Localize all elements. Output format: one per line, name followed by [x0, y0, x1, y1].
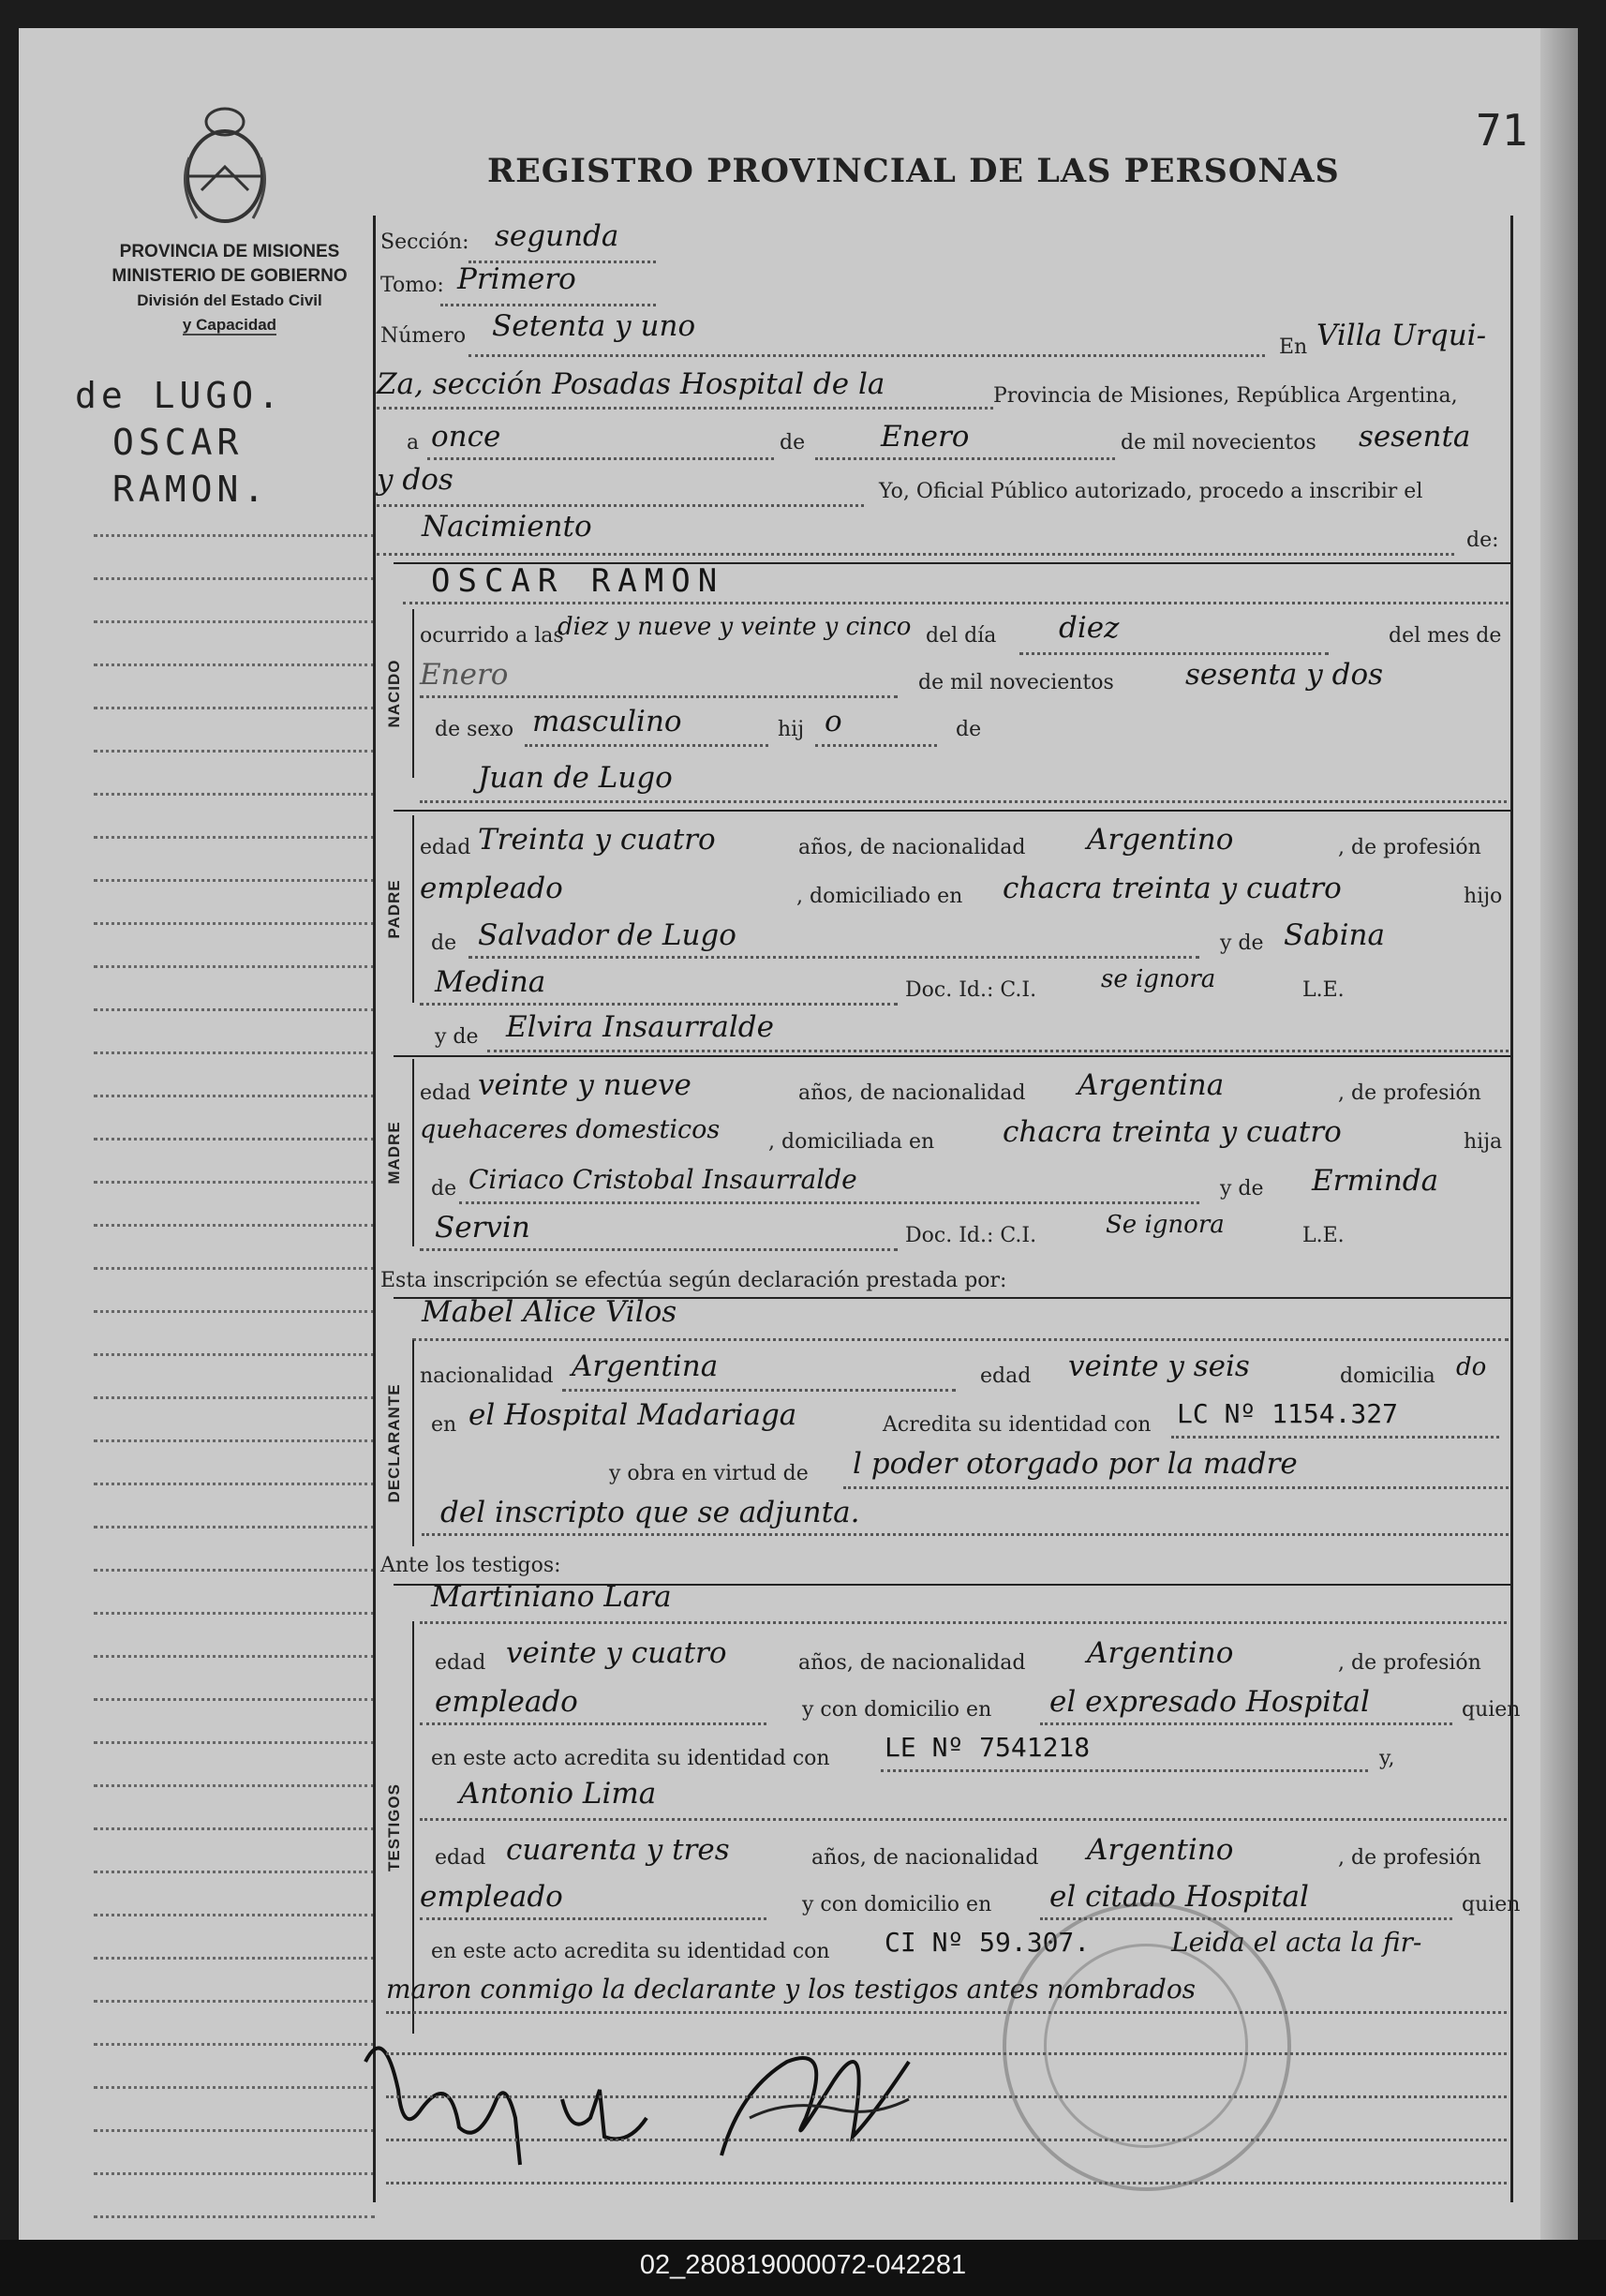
place-line: [377, 407, 993, 410]
t2-prof-line: [420, 1917, 766, 1920]
madre-nac-label: años, de nacionalidad: [798, 1081, 1026, 1105]
t1-edad-label: edad: [435, 1651, 486, 1675]
padre-madre-de: Sabina: [1284, 918, 1385, 952]
madre-dom-label: , domiciliada en: [768, 1130, 935, 1154]
t1-nac-label: años, de nacionalidad: [798, 1651, 1026, 1675]
hijo-de-label: de: [956, 718, 982, 741]
padre-section-label: PADRE: [385, 879, 403, 939]
declarante-dom-suffix: do: [1456, 1353, 1487, 1381]
madre-doc-value: Se ignora: [1106, 1211, 1225, 1239]
margin-rule: [94, 1138, 375, 1141]
declarante-section-label: DECLARANTE: [385, 1383, 403, 1503]
en-value: Villa Urqui-: [1316, 319, 1487, 352]
ministry-header: [75, 240, 384, 337]
padre-edad-label: edad: [420, 836, 471, 859]
de-colon-label: de:: [1466, 529, 1499, 552]
margin-rule: [94, 1051, 375, 1054]
margin-rule: [94, 1483, 375, 1485]
declarante-intro: Esta inscripción se efectúa según declaración prestada por:: [380, 1269, 1007, 1292]
a-label: a: [407, 431, 420, 455]
mes-nac-line: [420, 695, 898, 698]
margin-rule: [94, 1224, 375, 1227]
madre-nac-value: Argentina: [1078, 1068, 1225, 1102]
declarante-en-value: el Hospital Madariaga: [468, 1398, 797, 1432]
signature-rule: [386, 2052, 1507, 2055]
madre-hija-label: hija: [1464, 1130, 1503, 1154]
dia-nac-line: [1019, 652, 1329, 655]
official-stamp: [1003, 1902, 1291, 2191]
margin-rule: [94, 2215, 375, 2218]
margin-rule: [94, 750, 375, 753]
seccion-label: Sección:: [380, 231, 469, 254]
margin-rule: [94, 1914, 375, 1916]
anio-value: sesenta: [1359, 420, 1471, 454]
declarante-edad-value: veinte y seis: [1068, 1349, 1250, 1383]
madre-padre-line: [459, 1201, 1199, 1204]
t1-dom-value: el expresado Hospital: [1049, 1685, 1370, 1719]
hijo-value: o: [825, 705, 842, 738]
margin-rule: [94, 577, 375, 580]
nacido-name-line: [403, 602, 1509, 604]
hora-value: diez y nueve y veinte y cinco: [558, 613, 912, 641]
madre-madre-de-2: Servin: [435, 1211, 530, 1245]
ministry-line-3: División del Estado Civil: [137, 291, 322, 309]
padre-prof-value: empleado: [420, 872, 563, 905]
t2-nac-value: Argentino: [1087, 1833, 1234, 1867]
margin-rule: [94, 663, 375, 666]
nacido-name: OSCAR RAMON: [431, 562, 725, 600]
madre-section-label: MADRE: [385, 1121, 403, 1185]
padre-name: Juan de Lugo: [478, 761, 673, 795]
margin-rule: [94, 1655, 375, 1658]
margin-note-line-2: OSCAR: [112, 422, 244, 463]
margin-rule: [94, 2000, 375, 2003]
padre-y-de-label: y de: [1220, 932, 1264, 955]
acto-value: Nacimiento: [422, 510, 592, 544]
oficial-text: Yo, Oficial Público autorizado, procedo a inscribir el: [879, 480, 1423, 503]
padre-nac-value: Argentino: [1087, 823, 1234, 857]
testigos-section-label: TESTIGOS: [385, 1783, 403, 1871]
en-label: En: [1279, 335, 1308, 359]
t1-doc-line: [881, 1769, 1368, 1772]
madre-edad-label: edad: [420, 1081, 471, 1105]
signature-rule: [386, 2095, 1507, 2098]
madre-name: Elvira Insaurralde: [506, 1010, 774, 1044]
padre-dom-label: , domiciliado en: [796, 885, 963, 908]
margin-rule: [94, 879, 375, 882]
madre-de-label: de: [431, 1177, 457, 1200]
anio-label: de mil novecientos: [1121, 431, 1316, 455]
sexo-value: masculino: [532, 705, 682, 738]
page-title: REGISTRO PROVINCIAL DE LAS PERSONAS: [487, 152, 1340, 190]
tomo-label: Tomo:: [380, 274, 444, 297]
declarante-acredita-label: Acredita su identidad con: [883, 1413, 1152, 1437]
dia-nac-value: diez: [1059, 611, 1120, 645]
declarante-obra-value: l poder otorgado por la madre: [853, 1447, 1298, 1481]
declarante-nac-label: nacionalidad: [420, 1364, 554, 1388]
t1-dom-label: y con domicilio en: [802, 1698, 992, 1722]
t1-edad-value: veinte y cuatro: [506, 1636, 727, 1670]
margin-rule: [94, 1439, 375, 1442]
madre-madre-de: Erminda: [1312, 1164, 1439, 1198]
madre-name-line: [487, 1050, 1509, 1052]
anio-nac-label: de mil novecientos: [918, 671, 1114, 694]
margin-rule: [94, 1612, 375, 1615]
t1-nac-value: Argentino: [1087, 1636, 1234, 1670]
page-edge-shadow: [1540, 28, 1578, 2240]
declarante-name: Mabel Alice Vilos: [422, 1295, 677, 1329]
margin-rule: [94, 1095, 375, 1097]
t1-dom-line: [1040, 1722, 1452, 1725]
testigos-side-rule: [412, 1621, 414, 2034]
madre-dom-value: chacra treinta y cuatro: [1003, 1115, 1342, 1149]
padre-madre-line: [420, 1003, 898, 1006]
t2-name-line: [420, 1818, 1507, 1821]
anio-value-2: y dos: [377, 463, 454, 497]
margin-rule: [94, 2172, 375, 2175]
del-dia-label: del día: [926, 624, 997, 648]
t1-prof-value: empleado: [435, 1685, 578, 1719]
coat-of-arms-icon: [169, 101, 281, 232]
margin-rule: [94, 1957, 375, 1960]
margin-rule: [94, 2129, 375, 2132]
closing-line-2: maron conmigo la declarante y los testigos antes nombrados: [386, 1974, 1197, 2005]
ministry-line-1: PROVINCIA DE MISIONES: [119, 242, 340, 261]
t2-name: Antonio Lima: [459, 1777, 657, 1811]
numero-value: Setenta y uno: [492, 309, 696, 343]
t1-doc-value: LE Nº 7541218: [885, 1732, 1091, 1763]
padre-madre-de-2: Medina: [435, 965, 546, 999]
padre-edad-value: Treinta y cuatro: [478, 823, 716, 857]
anio-nac-value: sesenta y dos: [1185, 658, 1384, 692]
margin-rule: [94, 793, 375, 796]
margin-rule: [94, 1871, 375, 1873]
margin-rule: [94, 1698, 375, 1701]
margin-rule: [94, 836, 375, 839]
t1-y-label: y,: [1379, 1747, 1395, 1770]
padre-doc-value: se ignora: [1101, 965, 1216, 993]
madre-padre-de: Ciriaco Cristobal Insaurralde: [468, 1164, 857, 1195]
t1-quien-label: quien: [1462, 1698, 1521, 1722]
t1-name: Martiniano Lara: [431, 1580, 672, 1614]
madre-y-de-label: y de: [435, 1025, 479, 1049]
tomo-value: Primero: [457, 262, 576, 296]
hijo-line: [815, 744, 937, 747]
sexo-label: de sexo: [435, 718, 514, 741]
padre-doc-label: Doc. Id.: C.I.: [905, 978, 1037, 1002]
declarante-nac-line: [562, 1389, 956, 1392]
place-value: Za, sección Posadas Hospital de la: [377, 367, 885, 401]
mes-line: [815, 457, 1115, 460]
file-caption: 02_280819000072-042281: [639, 2250, 967, 2280]
del-mes-label: del mes de: [1389, 624, 1502, 648]
margin-rule: [94, 1827, 375, 1830]
t2-edad-label: edad: [435, 1846, 486, 1870]
dia-value: once: [431, 420, 501, 454]
margin-note-line-1: de LUGO.: [75, 375, 285, 416]
margin-rule: [94, 922, 375, 925]
margin-rule: [94, 1353, 375, 1356]
margin-rule: [94, 1569, 375, 1572]
margin-rule: [94, 1008, 375, 1011]
nacido-side-rule: [412, 609, 414, 778]
nacido-section-label: NACIDO: [385, 659, 403, 728]
declarante-acredita-value: LC Nº 1154.327: [1177, 1398, 1399, 1429]
madre-le-label: L.E.: [1302, 1224, 1345, 1247]
declarante-obra-label: y obra en virtud de: [609, 1462, 809, 1485]
declarante-side-rule: [412, 1340, 414, 1546]
dia-line: [427, 457, 774, 460]
padre-nac-label: años, de nacionalidad: [798, 836, 1026, 859]
t2-edad-value: cuarenta y tres: [506, 1833, 730, 1867]
padre-padre-de: Salvador de Lugo: [478, 918, 736, 952]
margin-rule: [94, 1784, 375, 1787]
madre-edad-value: veinte y nueve: [478, 1068, 691, 1102]
margin-rule: [94, 1181, 375, 1184]
madre-madre-line: [420, 1248, 898, 1251]
padre-dom-value: chacra treinta y cuatro: [1003, 872, 1342, 905]
margin-rule: [94, 2086, 375, 2089]
margin-divider: [373, 216, 376, 2202]
register-page: [19, 28, 1578, 2240]
madre-prof-value: quehaceres domesticos: [420, 1115, 721, 1144]
margin-rule: [94, 1267, 375, 1270]
t1-acredita-label: en este acto acredita su identidad con: [431, 1747, 830, 1770]
madre-doc-label: Doc. Id.: C.I.: [905, 1224, 1037, 1247]
ministry-line-2: MINISTERIO DE GOBIERNO: [112, 266, 348, 286]
declarante-edad-label: edad: [980, 1364, 1032, 1388]
declarante-nac-value: Argentina: [572, 1349, 719, 1383]
madre-y-de-label-2: y de: [1220, 1177, 1264, 1200]
padre-top-rule: [394, 810, 1510, 812]
madre-side-rule: [412, 1059, 414, 1246]
padre-side-rule: [412, 815, 414, 1003]
t2-dom-value: el citado Hospital: [1049, 1880, 1309, 1914]
margin-rule: [94, 620, 375, 623]
margin-rule: [94, 1526, 375, 1528]
margin-note-line-3: RAMON.: [112, 469, 270, 510]
margin-notes-column: [75, 375, 384, 2174]
t1-name-line: [420, 1621, 1507, 1624]
t2-doc-value: CI Nº 59.307.: [885, 1927, 1091, 1958]
margin-rule: [94, 965, 375, 968]
signature-rule: [386, 2182, 1507, 2184]
provincia-text: Provincia de Misiones, República Argentina,: [993, 384, 1458, 408]
t2-dom-label: y con domicilio en: [802, 1893, 992, 1916]
acto-line: [377, 553, 1454, 556]
t2-nac-label: años, de nacionalidad: [811, 1846, 1039, 1870]
de-label: de: [780, 431, 806, 455]
sexo-line: [525, 744, 768, 747]
padre-hijo-label: hijo: [1464, 885, 1503, 908]
t2-quien-label: quien: [1462, 1893, 1521, 1916]
padre-name-line: [420, 800, 1507, 803]
hijo-label: hij: [778, 718, 805, 741]
margin-rule: [94, 707, 375, 709]
madre-top-rule: [394, 1055, 1510, 1057]
mes-value: Enero: [881, 420, 970, 454]
closing-line-1: Leida el acta la fir-: [1171, 1927, 1422, 1958]
margin-rule: [94, 534, 375, 537]
signatures: [347, 2005, 1021, 2193]
signature-rule: [386, 2139, 1507, 2141]
padre-padre-line: [468, 956, 1199, 959]
declarante-obra-line: [843, 1486, 1509, 1489]
margin-rule: [94, 1741, 375, 1744]
declarante-dom-label: domicilia: [1340, 1364, 1435, 1388]
ministry-line-4: y Capacidad: [182, 316, 277, 334]
padre-de-label: de: [431, 932, 457, 955]
numero-line: [468, 354, 1265, 357]
declarante-obra-line-2: [422, 1533, 1509, 1536]
t2-prof-value: empleado: [420, 1880, 563, 1914]
t2-prof-label: , de profesión: [1338, 1846, 1481, 1870]
t1-prof-label: , de profesión: [1338, 1651, 1481, 1675]
ocurrido-label: ocurrido a las: [420, 624, 564, 648]
numero-label: Número: [380, 324, 467, 348]
padre-le-label: L.E.: [1302, 978, 1345, 1002]
margin-rule: [94, 1310, 375, 1313]
t1-prof-line: [420, 1722, 766, 1725]
seccion-value: segunda: [495, 219, 619, 253]
declarante-name-line: [412, 1338, 1509, 1341]
testigos-intro: Ante los testigos:: [380, 1554, 561, 1577]
anio-line-2: [377, 504, 864, 507]
margin-rule: [94, 1396, 375, 1399]
tomo-line: [440, 304, 656, 306]
madre-prof-label: , de profesión: [1338, 1081, 1481, 1105]
t2-acredita-label: en este acto acredita su identidad con: [431, 1940, 830, 1963]
declarante-en-label: en: [431, 1413, 457, 1437]
margin-rule: [94, 2043, 375, 2046]
mes-nac-value: Enero: [420, 658, 509, 692]
padre-prof-label: , de profesión: [1338, 836, 1481, 859]
declarante-obra-value-2: del inscripto que se adjunta.: [440, 1496, 860, 1529]
declarante-acredita-line: [1171, 1436, 1499, 1439]
page-number: 71: [1476, 105, 1528, 156]
